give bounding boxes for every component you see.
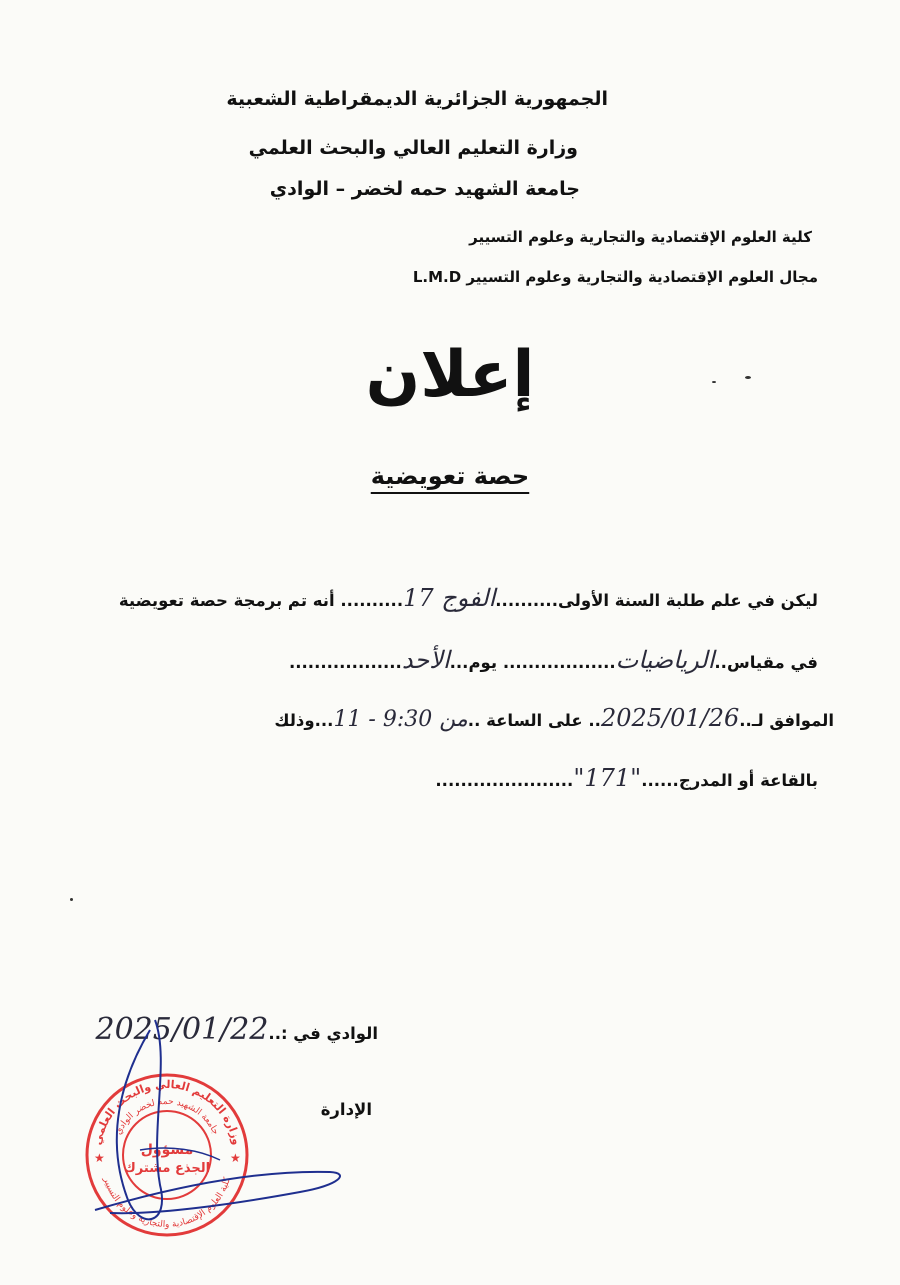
handwritten-group: الفوج 17 — [403, 584, 496, 612]
body-line-3: الموافق لـ..2025/01/26.. على الساعة ..من 9:30 - 11...وذلك — [274, 704, 834, 732]
stamp-ring-top: وزارة التعليم العالي والبحث العلمي — [90, 1077, 244, 1147]
handwritten-subject: الرياضيات — [615, 646, 715, 674]
paper-speck — [70, 898, 73, 901]
handwritten-footer-date: 2025/01/22 — [95, 1012, 269, 1047]
body-line-1: ليكن في علم طلبة السنة الأولى..........الفوج 17.......... أنه تم برمجة حصة تعويضية — [118, 584, 818, 612]
handwritten-time: من 9:30 - 11 — [333, 707, 468, 732]
body-line-4: بالقاعة أو المدرج......"171"...................... — [435, 764, 818, 792]
announcement-title-text: إعلان — [365, 338, 535, 412]
header-faculty: كلية العلوم الإقتصادية والتجارية وعلوم التسيير — [469, 228, 812, 246]
paper-speck — [712, 381, 716, 383]
stamp-star-icon: ★ — [230, 1151, 241, 1165]
footer-administration: الإدارة — [320, 1100, 372, 1119]
announcement-subtitle: حصة تعويضية — [370, 462, 530, 490]
stamp-star-icon: ★ — [94, 1151, 105, 1165]
paper-speck — [745, 376, 751, 379]
footer-place-date: الوادي في :..2025/01/22 — [95, 1012, 378, 1047]
handwritten-room: "171" — [573, 764, 642, 792]
header-ministry: وزارة التعليم العالي والبحث العلمي — [248, 137, 578, 159]
body-line-2: في مقياس..الرياضيات.................. يوم...الأحد.................. — [289, 646, 818, 674]
header-university: جامعة الشهيد حمه لخضر – الوادي — [269, 178, 580, 200]
header-republic: الجمهورية الجزائرية الديمقراطية الشعبية — [226, 88, 608, 110]
stamp-ring-inner: جامعة الشهيد حمه لخضر الوادي — [113, 1096, 221, 1137]
stamp-center-line1: مسؤول — [140, 1142, 194, 1158]
stamp-ring-bottom: كلية العلوم الإقتصادية والتجارية وعلوم التسيير — [101, 1176, 233, 1231]
handwritten-day: الأحد — [401, 646, 450, 674]
stamp-center-line2: الجذع مشترك — [123, 1161, 211, 1176]
header-domain: مجال العلوم الإقتصادية والتجارية وعلوم التسيير L.M.D — [412, 268, 818, 286]
handwritten-date: 2025/01/26 — [600, 704, 740, 732]
